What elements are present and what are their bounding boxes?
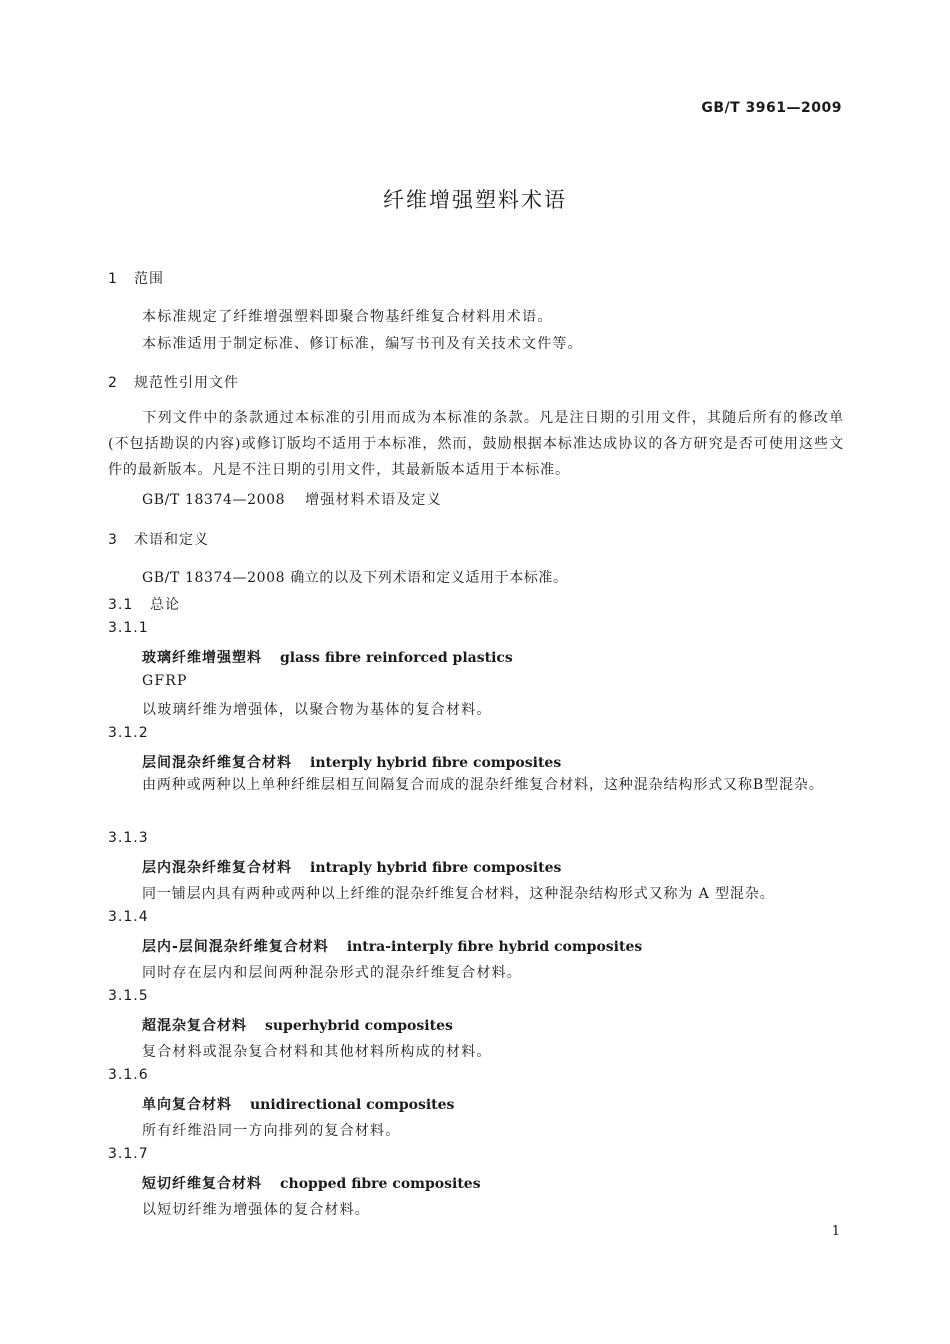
clause-number: 3.1.7 xyxy=(108,1146,149,1162)
section-title: 规范性引用文件 xyxy=(134,375,239,391)
section-number: 2 xyxy=(108,375,118,391)
term-definition: 以玻璃纤维为增强体，以聚合物为基体的复合材料。 xyxy=(142,702,492,718)
term-english: superhybrid composites xyxy=(265,1018,453,1034)
clause-number: 3.1.1 xyxy=(108,620,149,636)
subsection-3-1-heading xyxy=(108,594,180,614)
term-definition-text: 由两种或两种以上单种纤维层相互间隔复合而成的混杂纤维复合材料，这种混杂结构形式又称B型混杂。 xyxy=(142,777,824,793)
section-3-heading xyxy=(108,529,209,549)
standard-number: GB/T 3961—2009 xyxy=(701,100,842,116)
term-definition: 同时存在层内和层间两种混杂形式的混杂纤维复合材料。 xyxy=(142,965,522,981)
term-definition: 所有纤维沿同一方向排列的复合材料。 xyxy=(142,1123,401,1139)
term-definition xyxy=(108,772,844,798)
term-english: interply hybrid fibre composites xyxy=(310,755,562,771)
term-entry xyxy=(142,647,513,667)
section-1-paragraph: 本标准适用于制定标准、修订标准，编写书刊及有关技术文件等。 xyxy=(142,336,583,352)
term-chinese: 层内混杂纤维复合材料 xyxy=(142,860,292,876)
subsection-number: 3.1 xyxy=(108,597,134,613)
clause-number: 3.1.2 xyxy=(108,725,149,741)
clause-number: 3.1.5 xyxy=(108,988,149,1004)
section-2-paragraph xyxy=(108,405,844,483)
term-entry xyxy=(142,1094,454,1114)
section-title: 范围 xyxy=(134,271,164,287)
term-chinese: 层内-层间混杂纤维复合材料 xyxy=(142,939,329,955)
clause-number: 3.1.6 xyxy=(108,1067,149,1083)
term-entry xyxy=(142,1173,481,1193)
section-title: 术语和定义 xyxy=(134,532,209,548)
term-english: glass fibre reinforced plastics xyxy=(280,650,513,666)
section-number: 1 xyxy=(108,271,118,287)
reference-title: 增强材料术语及定义 xyxy=(305,492,442,508)
reference-code: GB/T 18374—2008 xyxy=(142,492,286,508)
term-definition: 同一铺层内具有两种或两种以上纤维的混杂纤维复合材料，这种混杂结构形式又称为 A 型混杂。 xyxy=(142,886,775,902)
term-entry xyxy=(142,936,642,956)
term-definition: 以短切纤维为增强体的复合材料。 xyxy=(142,1202,370,1218)
section-1-heading xyxy=(108,268,164,288)
term-entry xyxy=(142,857,561,877)
term-english: intraply hybrid fibre composites xyxy=(310,860,562,876)
subsection-title: 总论 xyxy=(150,597,180,613)
clause-number: 3.1.3 xyxy=(108,830,149,846)
normative-reference xyxy=(142,489,442,509)
term-abbreviation: GFRP xyxy=(142,673,188,689)
term-chinese: 超混杂复合材料 xyxy=(142,1018,247,1034)
term-english: intra-interply fibre hybrid composites xyxy=(346,939,643,955)
section-1-paragraph: 本标准规定了纤维增强塑料即聚合物基纤维复合材料用术语。 xyxy=(142,309,553,325)
term-english: chopped fibre composites xyxy=(280,1176,481,1192)
term-entry xyxy=(142,1015,453,1035)
term-chinese: 短切纤维复合材料 xyxy=(142,1176,262,1192)
term-entry xyxy=(142,752,561,772)
term-chinese: 单向复合材料 xyxy=(142,1097,232,1113)
document-title: 纤维增强塑料术语 xyxy=(383,188,567,212)
term-definition: 复合材料或混杂复合材料和其他材料所构成的材料。 xyxy=(142,1044,492,1060)
section-2-heading xyxy=(108,372,239,392)
clause-number: 3.1.4 xyxy=(108,909,149,925)
section-2-paragraph-text: 下列文件中的条款通过本标准的引用而成为本标准的条款。凡是注日期的引用文件，其随后所有的修改单(不包括勘误的内容)或修订版均不适用于本标准，然而，鼓励根据本标准达成协议的各方研究是否可使用这些文件的最新版本。凡是不注日期的引用文件，其最新版本适用于本标准。 xyxy=(108,410,844,478)
term-chinese: 玻璃纤维增强塑料 xyxy=(142,650,262,666)
term-english: unidirectional composites xyxy=(250,1097,455,1113)
term-chinese: 层间混杂纤维复合材料 xyxy=(142,755,292,771)
section-3-intro: GB/T 18374—2008 确立的以及下列术语和定义适用于本标准。 xyxy=(142,570,568,586)
page-number: 1 xyxy=(831,1224,840,1239)
section-number: 3 xyxy=(108,532,118,548)
